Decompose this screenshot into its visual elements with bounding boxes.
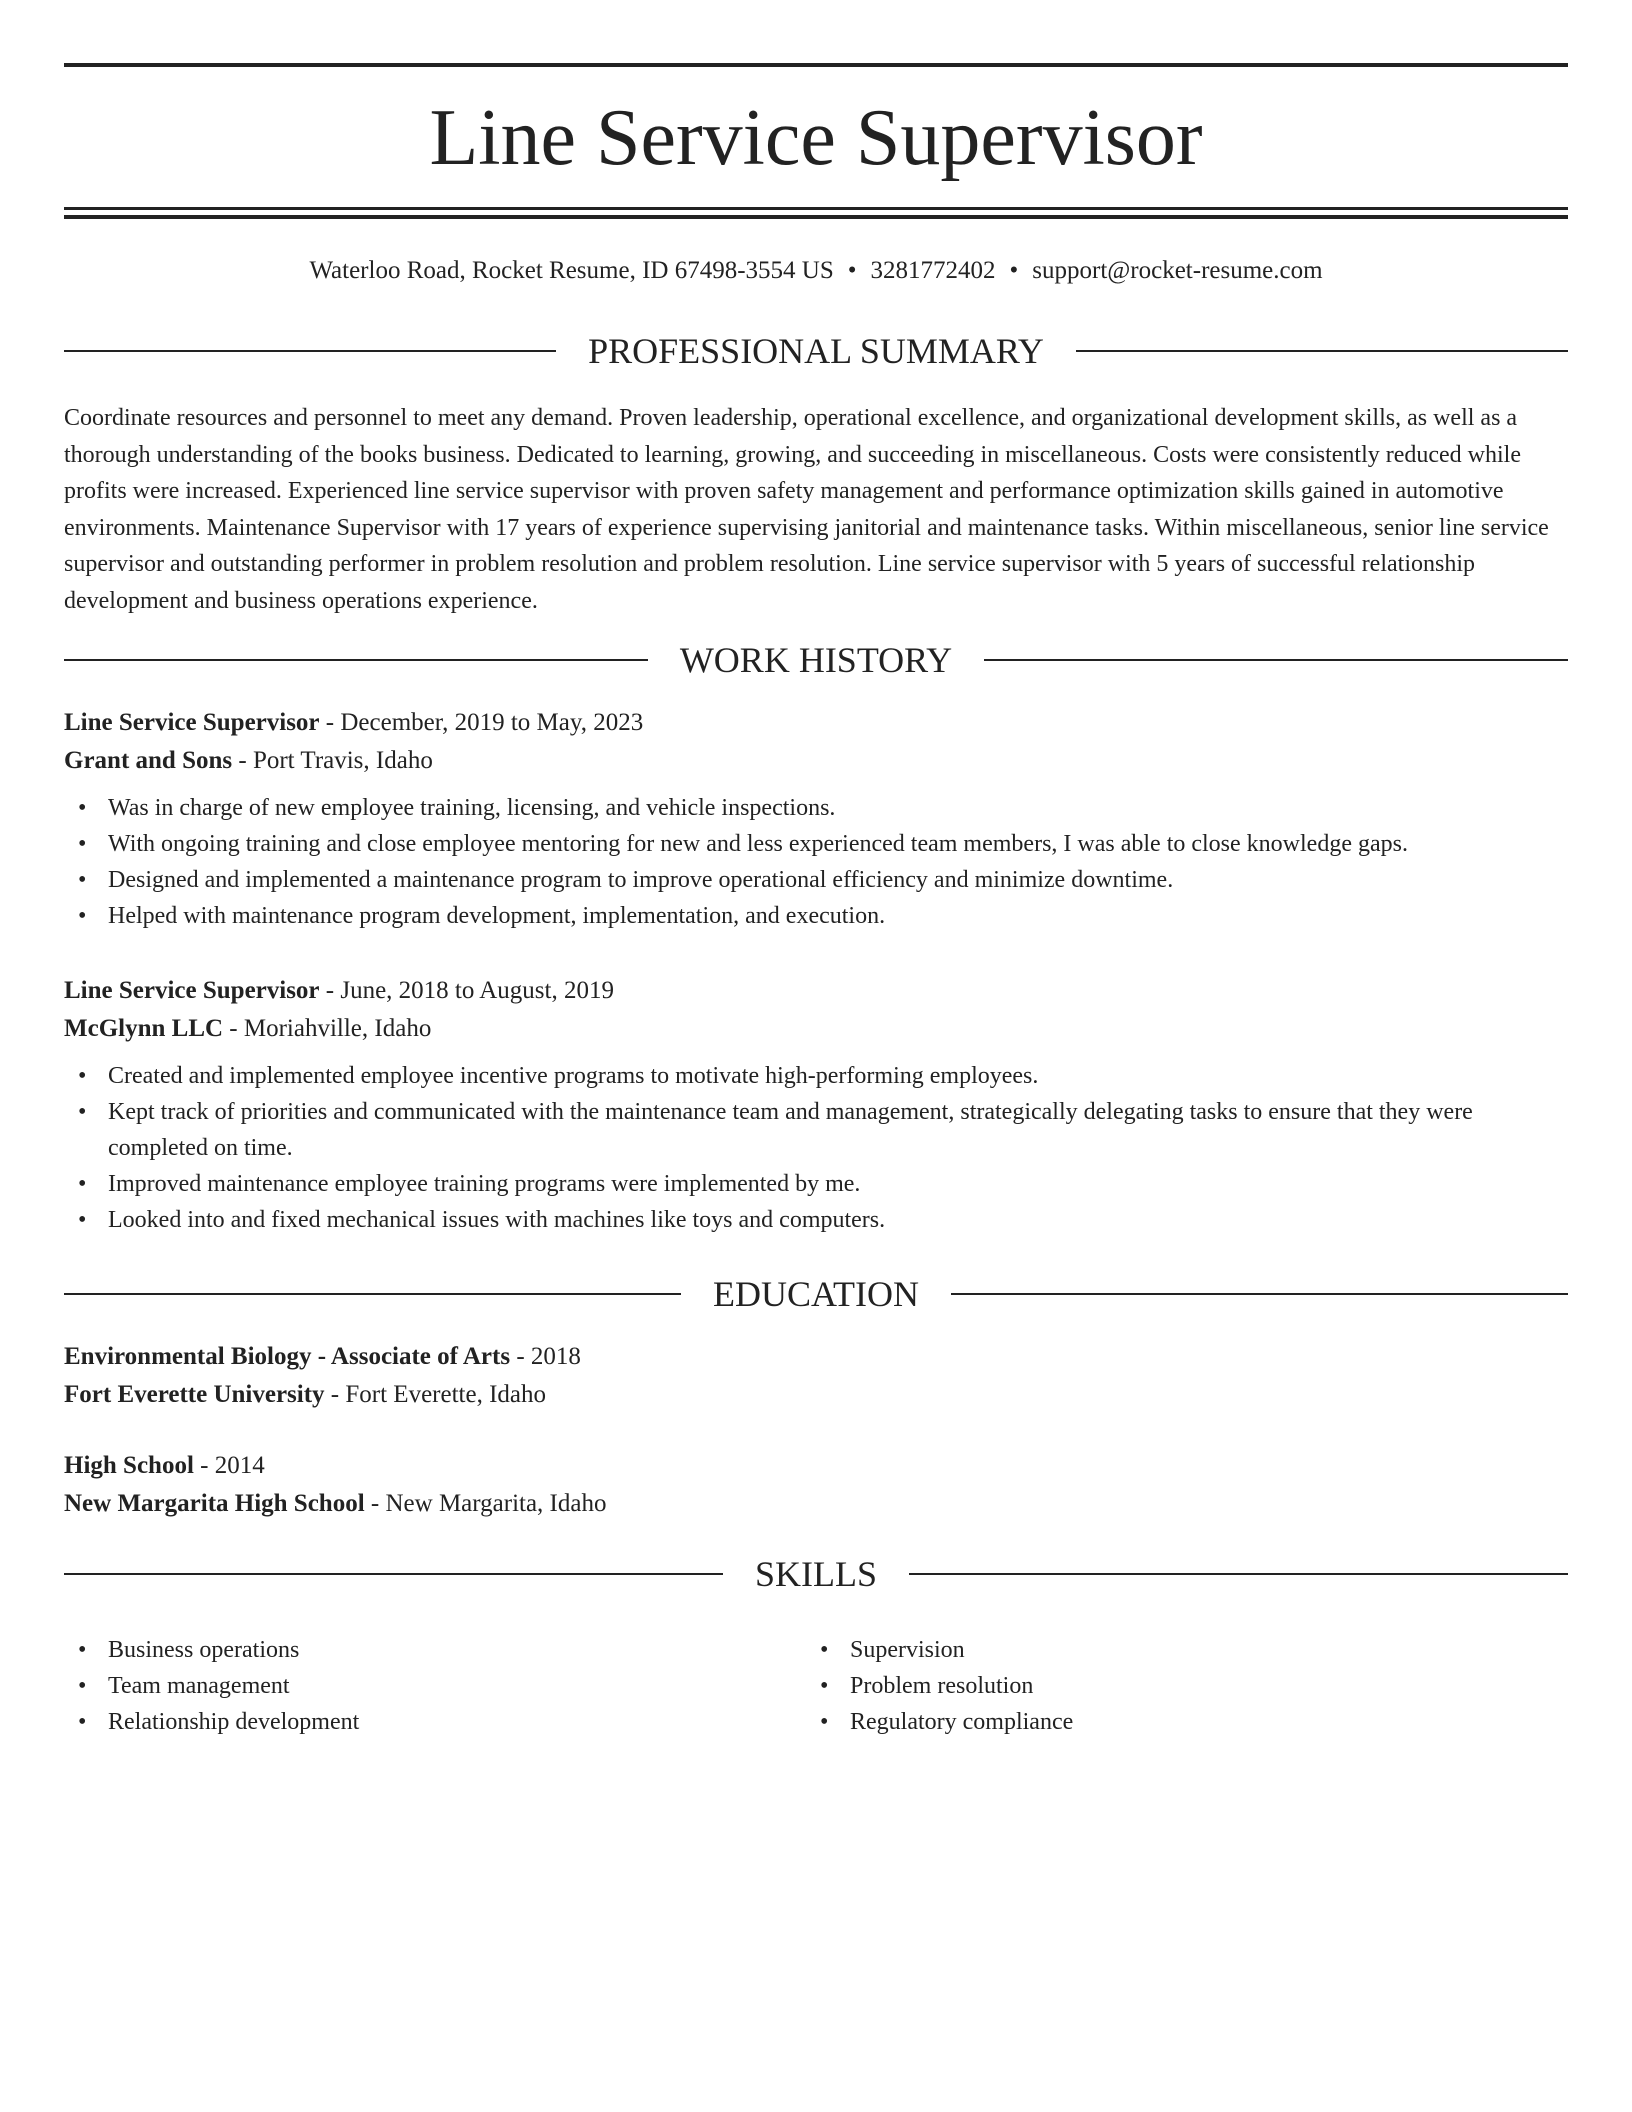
job-bullet: • Helped with maintenance program development, implementation, and execution. xyxy=(64,898,1568,934)
education-location: - Fort Everette, Idaho xyxy=(324,1381,546,1408)
skill-item: • Problem resolution xyxy=(806,1668,1548,1704)
heading-rule-right xyxy=(951,1293,1568,1295)
job-bullet: • Improved maintenance employee training programs were implemented by me. xyxy=(64,1166,1568,1202)
job-company-row xyxy=(64,742,1568,780)
summary-text: Coordinate resources and personnel to meet any demand. Proven leadership, operational excellence, and organizational development skills, as well as a thorough understanding of the books business. Dedicated to learning, growing, and succeeding in miscellaneous. Costs were consistently reduced while profits were increased. Experienced line service supervisor with proven safety management and performance optimization skills gained in automotive environments. Maintenance Supervisor with 17 years of experience supervising janitorial and maintenance tasks. Within miscellaneous, senior line service supervisor and outstanding performer in problem resolution and problem resolution. Line service supervisor with 5 years of successful relationship development and business operations experience. xyxy=(64,405,1549,614)
heading-rule-right xyxy=(1076,350,1568,352)
heading-rule-left xyxy=(64,350,556,352)
job-entry xyxy=(64,972,1568,1238)
job-title: Line Service Supervisor xyxy=(64,977,320,1004)
education-heading-label: EDUCATION xyxy=(713,1274,919,1314)
education-degree-row xyxy=(64,1338,1568,1376)
work-history-heading xyxy=(64,640,1568,680)
contact-separator: • xyxy=(847,257,857,284)
skills-column-left xyxy=(64,1632,806,1740)
education-school: New Margarita High School xyxy=(64,1490,365,1517)
job-dates: - June, 2018 to August, 2019 xyxy=(319,977,614,1004)
education-school: Fort Everette University xyxy=(64,1381,325,1408)
skill-item: • Regulatory compliance xyxy=(806,1704,1548,1740)
skills-bullets xyxy=(806,1632,1548,1740)
heading-rule-right xyxy=(984,659,1568,661)
heading-rule-left xyxy=(64,1293,681,1295)
top-rule xyxy=(64,63,1568,67)
education-degree-row xyxy=(64,1447,1568,1485)
education-heading xyxy=(64,1274,1568,1314)
skill-item: • Business operations xyxy=(64,1632,806,1668)
job-bullet: • Looked into and fixed mechanical issues with machines like toys and computers. xyxy=(64,1202,1568,1238)
job-bullet: • With ongoing training and close employee mentoring for new and less experienced team members, I was able to close knowledge gaps. xyxy=(64,826,1568,862)
job-company: Grant and Sons xyxy=(64,747,233,774)
job-company-row xyxy=(64,1010,1568,1048)
skill-item: • Supervision xyxy=(806,1632,1548,1668)
education-degree: High School xyxy=(64,1452,194,1479)
education-school-row xyxy=(64,1485,1568,1523)
skills-list xyxy=(64,1632,1568,1740)
job-entry xyxy=(64,704,1568,934)
skills-heading-label: SKILLS xyxy=(755,1554,878,1594)
job-bullets xyxy=(64,790,1568,934)
education-year: - 2014 xyxy=(193,1452,265,1479)
job-bullet: • Kept track of priorities and communicated with the maintenance team and management, strategically delegating tasks to ensure that they were completed on time. xyxy=(64,1094,1568,1166)
education-school-row xyxy=(64,1376,1568,1414)
title-rule-upper xyxy=(64,207,1568,210)
heading-rule-left xyxy=(64,1573,723,1575)
job-title-row xyxy=(64,704,1568,742)
heading-rule-right xyxy=(909,1573,1568,1575)
job-company: McGlynn LLC xyxy=(64,1015,224,1042)
contact-separator: • xyxy=(1009,257,1019,284)
education-degree: Environmental Biology - Associate of Arts xyxy=(64,1343,511,1370)
title-rule-lower xyxy=(64,215,1568,219)
job-location: - Moriahville, Idaho xyxy=(223,1015,432,1042)
work-history-heading-label: WORK HISTORY xyxy=(679,640,953,680)
contact-email: support@rocket-resume.com xyxy=(1032,257,1323,284)
skills-bullets xyxy=(64,1632,806,1740)
skills-heading xyxy=(64,1554,1568,1594)
education-entry xyxy=(64,1447,1568,1523)
job-bullet: • Was in charge of new employee training, licensing, and vehicle inspections. xyxy=(64,790,1568,826)
contact-line xyxy=(64,254,1568,288)
skill-item: • Team management xyxy=(64,1668,806,1704)
contact-phone: 3281772402 xyxy=(870,257,996,284)
resume-title: Line Service Supervisor xyxy=(429,94,1203,182)
education-year: - 2018 xyxy=(510,1343,581,1370)
summary-heading xyxy=(64,331,1568,371)
summary-heading-label: PROFESSIONAL SUMMARY xyxy=(588,331,1044,371)
job-location: - Port Travis, Idaho xyxy=(232,747,433,774)
heading-rule-left xyxy=(64,659,648,661)
job-bullets xyxy=(64,1058,1568,1238)
education-entry xyxy=(64,1338,1568,1414)
contact-address: Waterloo Road, Rocket Resume, ID 67498-3554 US xyxy=(309,257,834,284)
education-location: - New Margarita, Idaho xyxy=(364,1490,607,1517)
job-bullet: • Designed and implemented a maintenance program to improve operational efficiency and minimize downtime. xyxy=(64,862,1568,898)
job-bullet: • Created and implemented employee incentive programs to motivate high-performing employees. xyxy=(64,1058,1568,1094)
job-title-row xyxy=(64,972,1568,1010)
job-dates: - December, 2019 to May, 2023 xyxy=(319,709,644,736)
job-title: Line Service Supervisor xyxy=(64,709,320,736)
skills-column-right xyxy=(806,1632,1548,1740)
skill-item: • Relationship development xyxy=(64,1704,806,1740)
